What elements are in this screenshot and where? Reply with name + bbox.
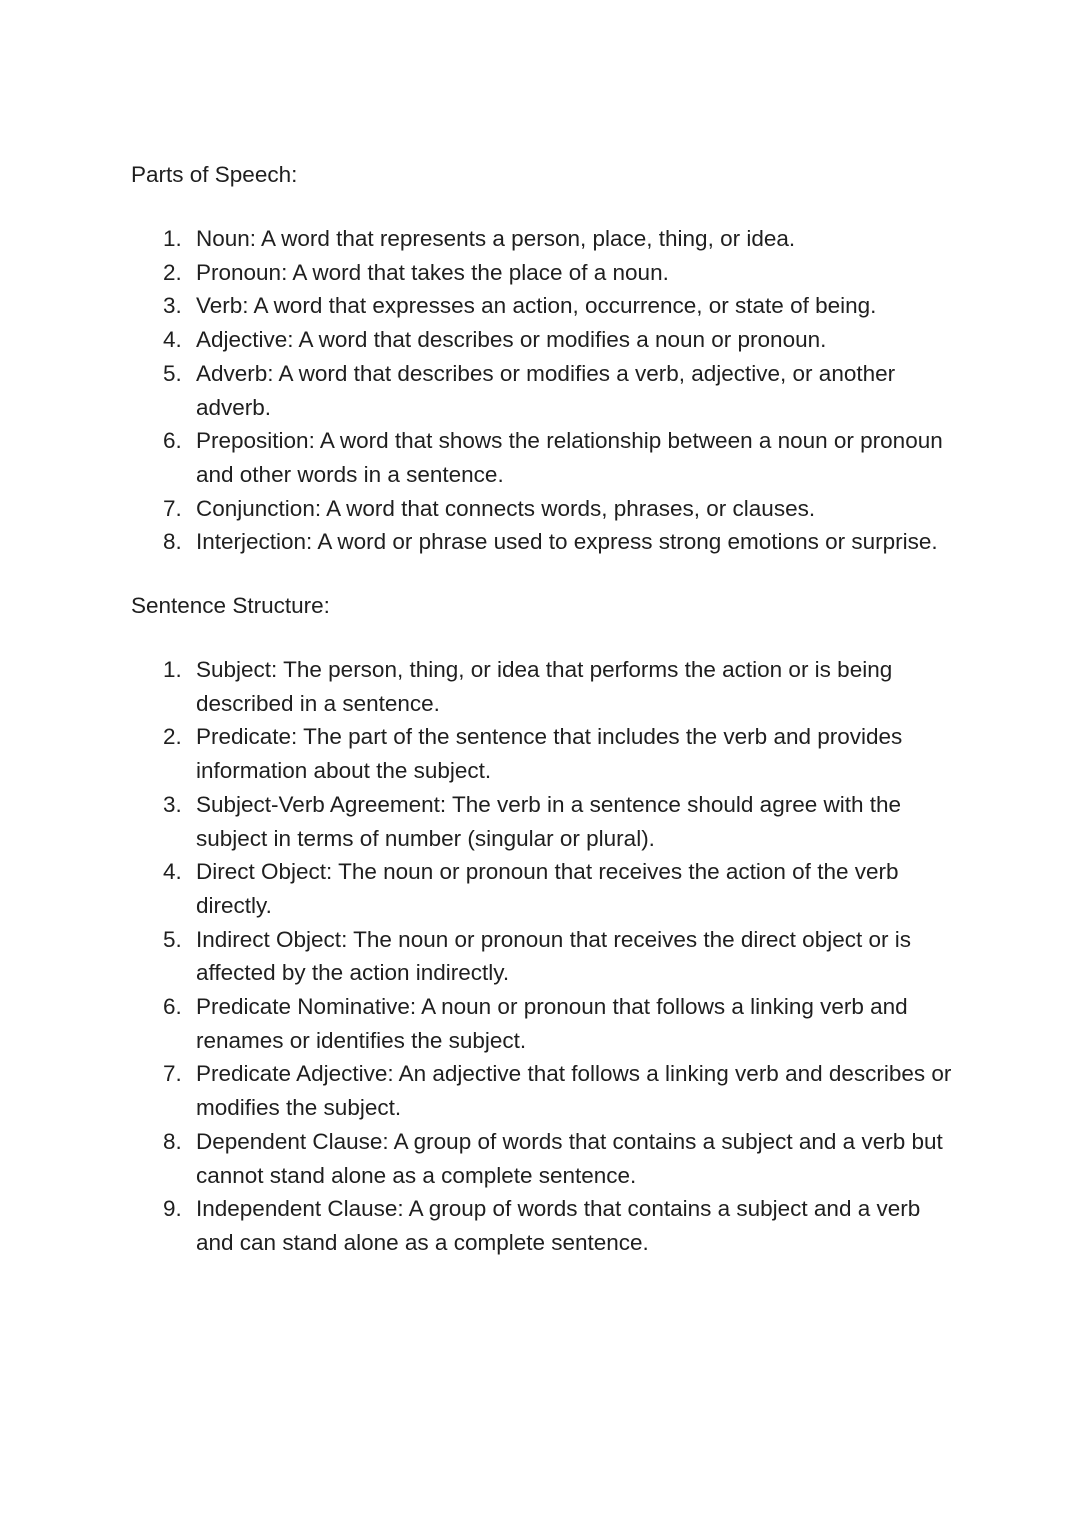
item-number: 8. — [163, 1128, 182, 1154]
item-text: Adjective: A word that describes or modifies a noun or pronoun. — [196, 327, 827, 353]
list-item — [131, 923, 960, 990]
item-text: Verb: A word that expresses an action, occurrence, or state of being. — [196, 293, 877, 319]
item-number: 5. — [163, 360, 182, 386]
item-number: 4. — [163, 859, 182, 885]
list-item — [131, 289, 956, 323]
item-text: Indirect Object: The noun or pronoun that receives the direct object or is affected by the action indirectly. — [196, 926, 911, 986]
item-number: 6. — [163, 994, 182, 1020]
section-heading-parts-of-speech: Parts of Speech: — [131, 162, 298, 187]
item-text: Adverb: A word that describes or modifies a verb, adjective, or another adverb. — [196, 360, 896, 420]
item-text: Noun: A word that represents a person, place, thing, or idea. — [196, 226, 796, 251]
item-number: 7. — [163, 495, 182, 521]
item-number: 4. — [163, 327, 182, 353]
item-text: Independent Clause: A group of words that contains a subject and a verb and can stand alone as a complete sentence. — [196, 1196, 921, 1255]
item-text: Pronoun: A word that takes the place of a noun. — [196, 259, 669, 285]
item-text: Predicate Adjective: An adjective that follows a linking verb and describes or modifies the subject. — [196, 1061, 952, 1121]
list-item — [131, 653, 960, 720]
parts-of-speech-list — [131, 222, 960, 559]
item-number: 3. — [163, 293, 182, 319]
sentence-structure-list — [131, 653, 960, 1260]
item-text: Interjection: A word or phrase used to express strong emotions or surprise. — [196, 529, 938, 555]
section-heading-sentence-structure: Sentence Structure: — [131, 593, 330, 619]
list-item — [131, 1125, 960, 1192]
item-text: Predicate: The part of the sentence that includes the verb and provides information about the subject. — [196, 724, 903, 784]
item-number: 1. — [163, 657, 182, 683]
item-text: Preposition: A word that shows the relationship between a noun or pronoun and other words in a sentence. — [196, 428, 943, 487]
list-item — [131, 855, 960, 922]
list-item — [131, 990, 960, 1057]
item-text: Subject-Verb Agreement: The verb in a sentence should agree with the subject in terms of number (singular or plural). — [196, 791, 902, 851]
list-item — [131, 720, 960, 787]
list-item — [131, 424, 956, 491]
item-number: 7. — [163, 1061, 182, 1087]
list-item — [131, 788, 960, 855]
item-number: 2. — [163, 259, 182, 285]
item-text: Direct Object: The noun or pronoun that receives the action of the verb directly. — [196, 859, 899, 918]
list-item — [131, 525, 956, 559]
item-number: 2. — [163, 724, 182, 750]
list-item — [131, 1192, 960, 1259]
list-item — [131, 256, 956, 290]
item-text: Predicate Nominative: A noun or pronoun that follows a linking verb and renames or identifies the subject. — [196, 994, 908, 1053]
item-number: 6. — [163, 428, 182, 454]
item-number: 3. — [163, 791, 182, 817]
item-text: Dependent Clause: A group of words that contains a subject and a verb but cannot stand alone as a complete sentence. — [196, 1128, 943, 1188]
item-number: 1. — [163, 226, 182, 251]
list-item — [131, 357, 956, 424]
item-number: 8. — [163, 529, 182, 555]
item-text: Conjunction: A word that connects words, phrases, or clauses. — [196, 495, 816, 521]
list-item — [131, 492, 956, 526]
item-text: Subject: The person, thing, or idea that performs the action or is being described in a sentence. — [196, 657, 893, 716]
item-number: 5. — [163, 926, 182, 952]
list-item — [131, 323, 956, 357]
list-item — [131, 1057, 960, 1124]
list-item — [131, 222, 956, 256]
item-number: 9. — [163, 1196, 182, 1222]
